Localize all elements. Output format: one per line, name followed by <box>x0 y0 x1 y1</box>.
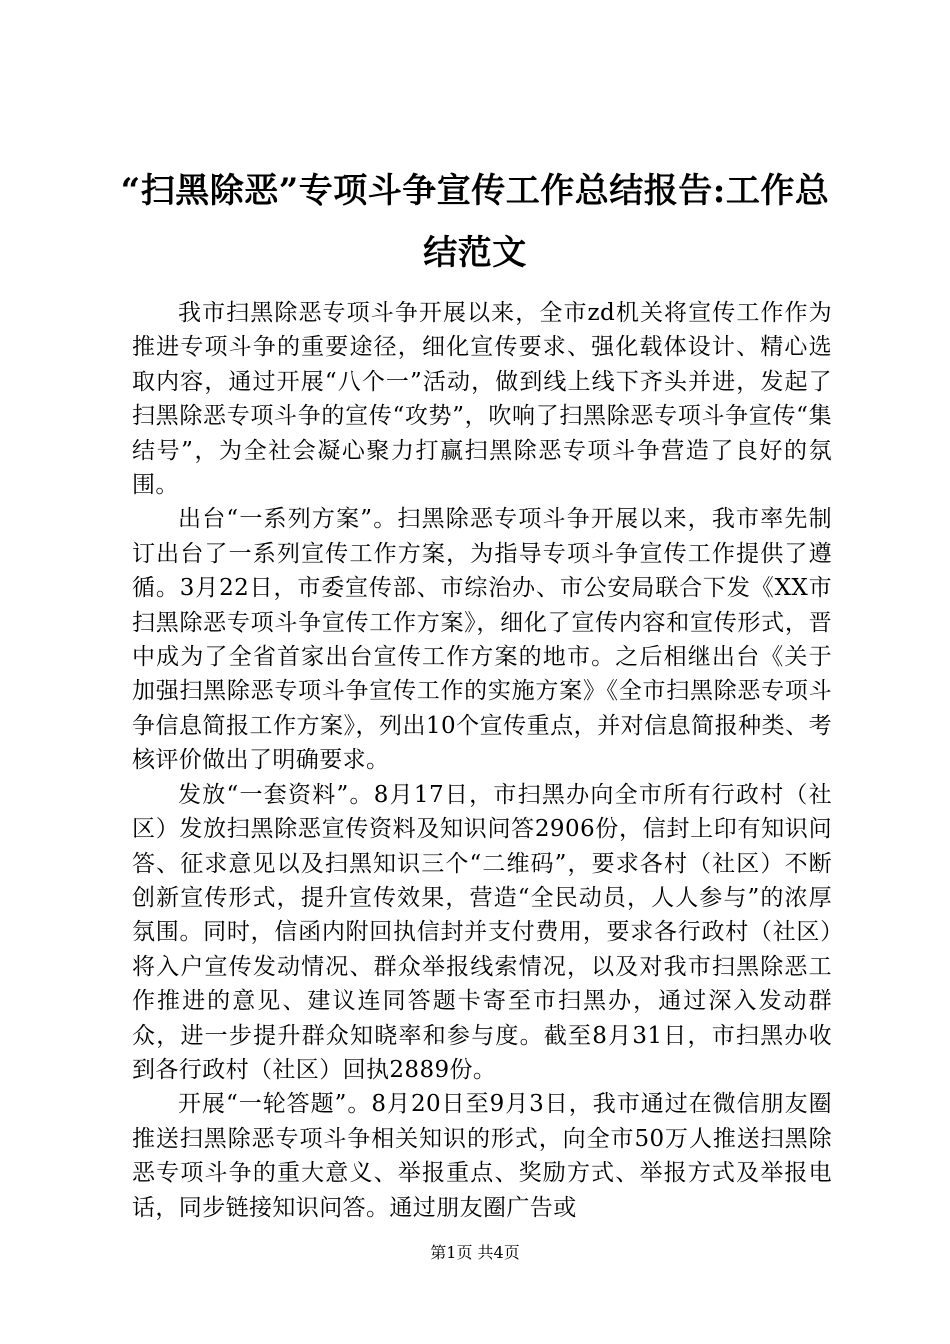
page-number-footer: 第1页 共4页 <box>430 1243 520 1262</box>
paragraph-materials: 发放“一套资料”。8月17日，市扫黑办向全市所有行政村（社区）发放扫黑除恶宣传资料及知识问答2906份，信封上印有知识问答、征求意见以及扫黑知识三个“二维码”，要求各村（社区）不断创新宣传形式，提升宣传效果，营造“全民动员，人人参与”的浓厚氛围。同时，信函内附回执信封并支付费用，要求各行政村（社区）将入户宣传发动情况、群众举报线索情况，以及对我市扫黑除恶工作推进的意见、建议连同答题卡寄至市扫黑办，通过深入发动群众，进一步提升群众知晓率和参与度。截至8月31日，市扫黑办收到各行政村（社区）回执2889份。 <box>132 781 832 1083</box>
document-body <box>132 296 832 1225</box>
paragraph-intro: 我市扫黑除恶专项斗争开展以来，全市zd机关将宣传工作作为推进专项斗争的重要途径，细化宣传要求、强化载体设计、精心选取内容，通过开展“八个一”活动，做到线上线下齐头并进，发起了扫黑除恶专项斗争的宣传“攻势”，吹响了扫黑除恶专项斗争宣传“集结号”，为全社会凝心聚力打赢扫黑除恶专项斗争营造了良好的氛围。 <box>132 300 832 499</box>
paragraph-quiz: 开展“一轮答题”。8月20日至9月3日，我市通过在微信朋友圈推送扫黑除恶专项斗争相关知识的形式，向全市50万人推送扫黑除恶专项斗争的重大意义、举报重点、奖励方式、举报方式及举报电话，同步链接知识问答。通过朋友圈广告或 <box>132 1091 832 1221</box>
paragraph-plans: 出台“一系列方案”。扫黑除恶专项斗争开展以来，我市率先制订出台了一系列宣传工作方案，为指导专项斗争宣传工作提供了遵循。3月22日，市委宣传部、市综治办、市公安局联合下发《XX市扫黑除恶专项斗争宣传工作方案》，细化了宣传内容和宣传形式，晋中成为了全省首家出台宣传工作方案的地市。之后相继出台《关于加强扫黑除恶专项斗争宣传工作的实施方案》《全市扫黑除恶专项斗争信息简报工作方案》，列出10个宣传重点，并对信息简报种类、考核评价做出了明确要求。 <box>132 506 832 774</box>
document-title: “扫黑除恶”专项斗争宣传工作总结报告:工作总结范文 <box>120 171 830 273</box>
